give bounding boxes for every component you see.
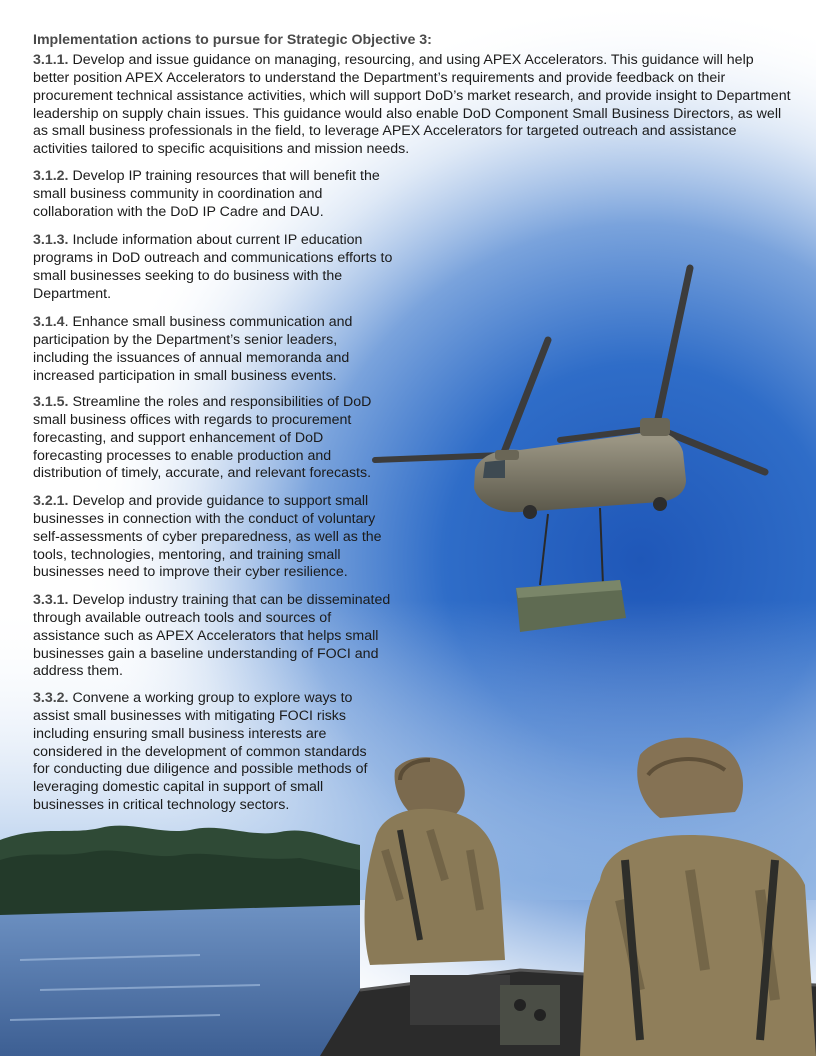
action-3-3-1	[33, 592, 391, 681]
action-3-1-2	[33, 168, 393, 221]
action-3-1-3	[33, 232, 393, 303]
section-heading: Implementation actions to pursue for Strategic Objective 3:	[33, 32, 432, 48]
action-text: Include information about current IP education programs in DoD outreach and communications efforts to small businesses seeking to do business with the Department.	[33, 232, 393, 302]
action-number: 3.2.1.	[33, 493, 69, 510]
action-text: Develop industry training that can be disseminated through available outreach tools and sources of assistance such as APEX Accelerators that helps small businesses gain a baseline understanding of FOCI and address them.	[33, 592, 391, 680]
action-3-3-2	[33, 690, 378, 815]
action-number: 3.1.1.	[33, 52, 69, 69]
action-number: 3.3.2.	[33, 690, 69, 707]
action-3-1-1	[33, 52, 793, 159]
action-text: Convene a working group to explore ways to assist small businesses with mitigating FOCI risks including ensuring small business interests are considered in the development of common standards for conducting due diligence and possible methods of leveraging domestic capital in support of small businesses in critical technology sectors.	[33, 690, 368, 813]
action-3-2-1	[33, 493, 391, 582]
action-text: Develop and issue guidance on managing, resourcing, and using APEX Accelerators. This guidance will help better position APEX Accelerators to understand the Department’s requirements and provide feedback on their procurement technical assistance activities, which will support DoD’s market research, and provide insight to Department leadership on supply chain issues. This guidance would also enable DoD Component Small Business Directors, as well as small business professionals in the field, to leverage APEX Accelerators for targeted outreach and assistance activities tailored to specific acquisitions and mission needs.	[33, 52, 791, 158]
action-3-1-5	[33, 394, 383, 483]
action-number: 3.1.3.	[33, 232, 69, 249]
action-number: 3.1.4	[33, 314, 65, 331]
action-text: Streamline the roles and responsibilities of DoD small business offices with regards to procurement forecasting, and support enhancement of DoD forecasting processes to enable production and distribution of timely, accurate, and relevant forecasts.	[33, 394, 372, 482]
action-text: Develop IP training resources that will benefit the small business community in coordination and collaboration with the DoD IP Cadre and DAU.	[33, 168, 380, 220]
action-number: 3.1.5.	[33, 394, 69, 411]
action-number: 3.3.1.	[33, 592, 69, 609]
action-text: Develop and provide guidance to support small businesses in connection with the conduct of voluntary self-assessments of cyber preparedness, as well as the tools, technologies, mentoring, and training small businesses need to improve their cyber resilience.	[33, 493, 382, 581]
action-number: 3.1.2.	[33, 168, 69, 185]
action-3-1-4	[33, 314, 393, 385]
action-text: . Enhance small business communication and participation by the Department’s senior leaders, including the issuances of annual memoranda and increased participation in small business events.	[33, 314, 353, 384]
